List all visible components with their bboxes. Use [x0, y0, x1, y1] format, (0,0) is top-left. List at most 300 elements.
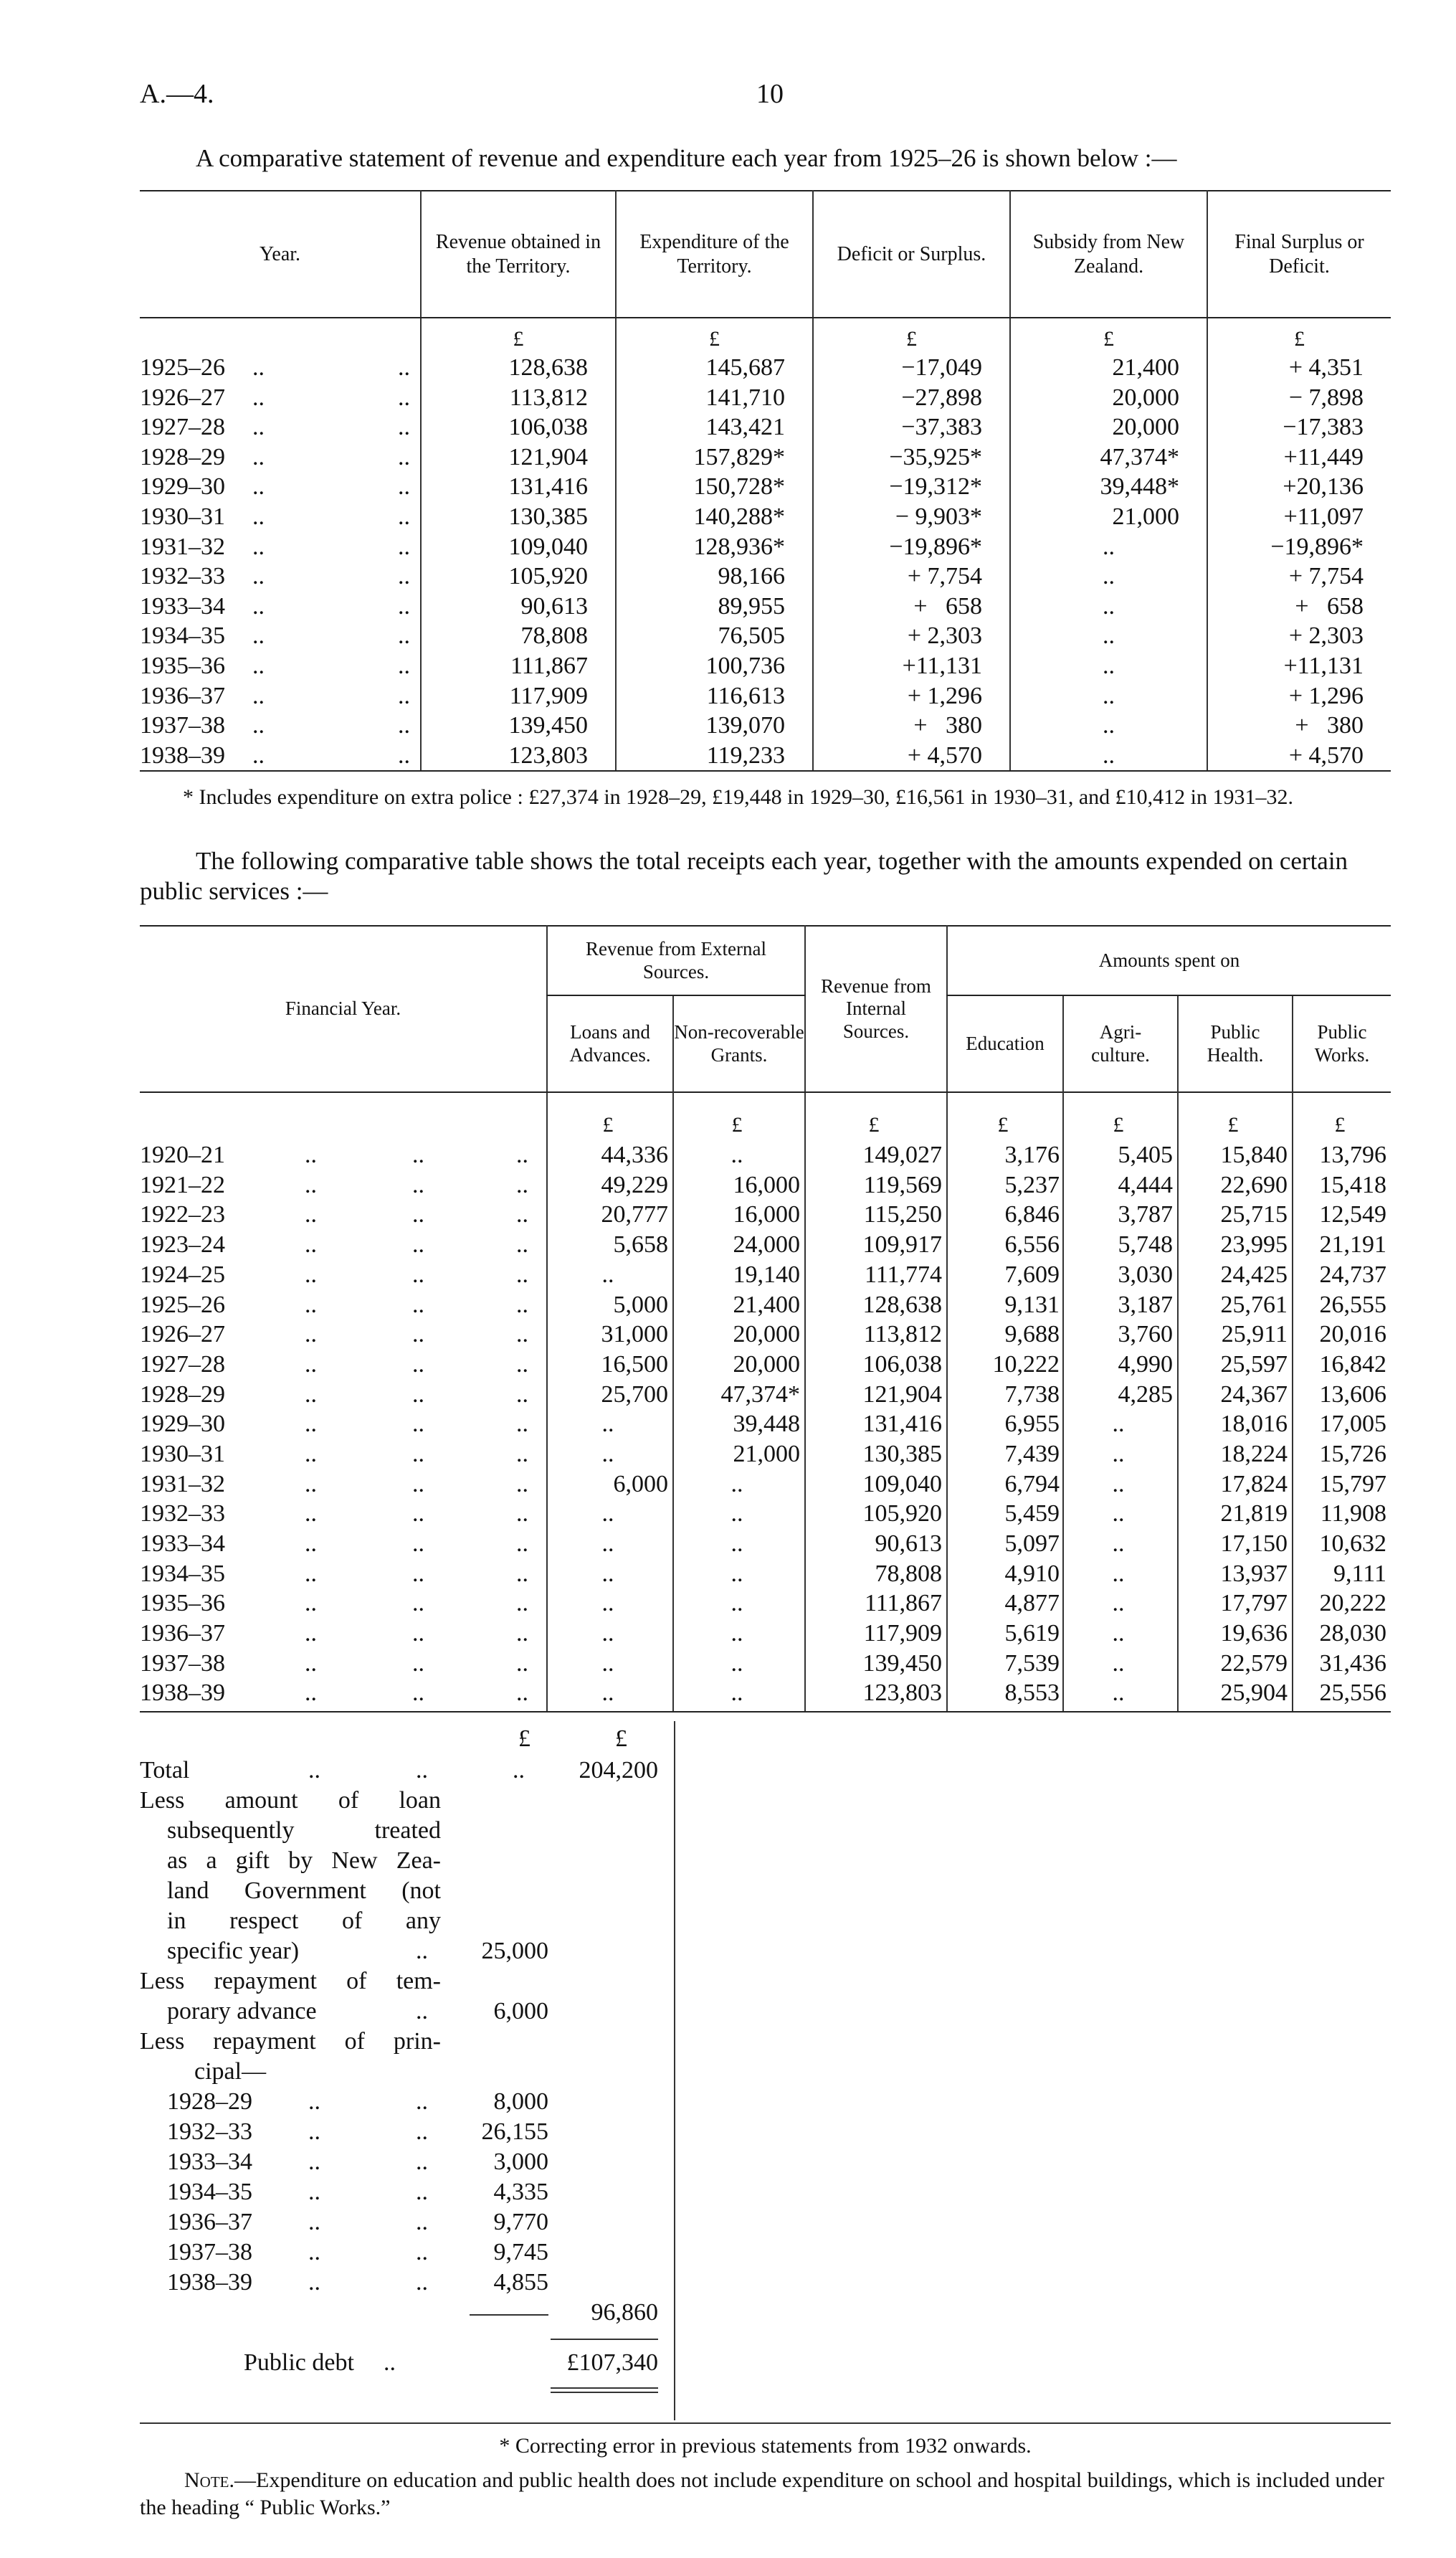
deficit-surplus-cell: + 380	[813, 711, 1010, 741]
table-row	[140, 472, 1391, 502]
year-cell: 1933–34 .. ..	[140, 592, 410, 620]
unit-row	[140, 1092, 1391, 1140]
grants-cell: ..	[673, 1559, 805, 1589]
agriculture-cell: 3,787	[1063, 1200, 1178, 1230]
year-cell: 1927–28 .. ..	[140, 414, 410, 441]
table-row	[140, 1529, 1391, 1559]
loans-cell: ..	[547, 1588, 673, 1619]
loans-cell: ..	[547, 1499, 673, 1529]
works-cell: 12,549	[1293, 1200, 1391, 1230]
expenditure-cell: 157,829*	[616, 442, 813, 473]
internal-cell: 109,917	[805, 1230, 947, 1260]
table-row	[140, 1588, 1391, 1619]
expenditure-cell: 119,233	[616, 741, 813, 772]
works-cell: 15,418	[1293, 1170, 1391, 1200]
expenditure-cell: 140,288*	[616, 502, 813, 532]
education-cell: 4,877	[947, 1588, 1063, 1619]
loans-cell: 44,336	[547, 1140, 673, 1170]
expenditure-cell: 128,936*	[616, 532, 813, 562]
final-cell: +20,136	[1207, 472, 1391, 502]
final-cell: + 2,303	[1207, 621, 1391, 651]
col-header-expenditure: Expenditure of the Territory.	[616, 191, 813, 318]
year-cell: 1932–33 .. .. ..	[140, 1500, 528, 1527]
revenue-expenditure-table	[140, 190, 1391, 772]
note-text: —Expenditure on education and public health does not include expenditure on school and hospital buildings, which is included under the heading “ Public Works.”	[140, 2468, 1384, 2519]
health-cell: 24,367	[1178, 1380, 1293, 1410]
agriculture-cell: 3,187	[1063, 1289, 1178, 1320]
temp-advance-label: Less repayment of tem-	[140, 1968, 441, 1994]
works-cell: 16,842	[1293, 1350, 1391, 1380]
agriculture-cell: 4,444	[1063, 1170, 1178, 1200]
health-cell: 17,824	[1178, 1469, 1293, 1500]
health-cell: 17,150	[1178, 1529, 1293, 1559]
year-cell: 1922–23 .. .. ..	[140, 1201, 528, 1228]
education-cell: 4,910	[947, 1559, 1063, 1589]
page-header	[140, 77, 1391, 113]
public-debt-value: £107,340	[566, 2349, 658, 2376]
deficit-surplus-cell: − 9,903*	[813, 502, 1010, 532]
agriculture-cell: 5,405	[1063, 1140, 1178, 1170]
unit-label: £	[947, 1092, 1063, 1140]
agriculture-cell: ..	[1063, 1529, 1178, 1559]
internal-cell: 109,040	[805, 1469, 947, 1500]
revenue-cell: 128,638	[421, 353, 616, 383]
year-cell: 1929–30 .. ..	[140, 473, 410, 501]
agriculture-cell: ..	[1063, 1439, 1178, 1469]
divider	[140, 2422, 1391, 2424]
subsidy-cell: ..	[1010, 562, 1207, 592]
education-cell: 9,688	[947, 1320, 1063, 1350]
internal-cell: 111,774	[805, 1260, 947, 1290]
page-number: 10	[756, 79, 784, 109]
public-debt-row: Public debt .. £107,340	[140, 2349, 674, 2387]
education-cell: 7,539	[947, 1649, 1063, 1679]
works-cell: 15,726	[1293, 1439, 1391, 1469]
unit-label: £	[547, 1092, 673, 1140]
education-cell: 7,439	[947, 1439, 1063, 1469]
works-cell: 20,222	[1293, 1588, 1391, 1619]
table-row	[140, 1409, 1391, 1439]
table-row	[140, 651, 1391, 681]
works-cell: 26,555	[1293, 1289, 1391, 1320]
loans-cell: 5,658	[547, 1230, 673, 1260]
health-cell: 25,715	[1178, 1200, 1293, 1230]
loans-cell: ..	[547, 1678, 673, 1712]
unit-label: £	[1207, 318, 1391, 353]
year-cell: 1926–27 .. .. ..	[140, 1321, 528, 1348]
expenditure-cell: 89,955	[616, 592, 813, 622]
table1-footnote: * Includes expenditure on extra police : £27,374 in 1928–29, £19,448 in 1929–30, £16,561 in 1930–31, and £10,412 in 1931–32.	[183, 785, 1293, 809]
revenue-cell: 78,808	[421, 621, 616, 651]
health-cell: 22,579	[1178, 1649, 1293, 1679]
expenditure-cell: 116,613	[616, 681, 813, 711]
subsidy-cell: 39,448*	[1010, 472, 1207, 502]
gift-row: specific year) .. 25,000	[140, 1937, 674, 1967]
education-cell: 6,846	[947, 1200, 1063, 1230]
table-row	[140, 442, 1391, 473]
loans-cell: ..	[547, 1260, 673, 1290]
education-cell: 10,222	[947, 1350, 1063, 1380]
grants-cell: ..	[673, 1649, 805, 1679]
table-header-row	[140, 191, 1391, 318]
health-cell: 24,425	[1178, 1260, 1293, 1290]
grants-cell: 19,140	[673, 1260, 805, 1290]
total-row: Total .. .. .. 204,200	[140, 1756, 674, 1786]
grants-cell: ..	[673, 1499, 805, 1529]
internal-cell: 131,416	[805, 1409, 947, 1439]
education-cell: 6,556	[947, 1230, 1063, 1260]
health-cell: 25,911	[1178, 1320, 1293, 1350]
revenue-cell: 117,909	[421, 681, 616, 711]
works-cell: 9,111	[1293, 1559, 1391, 1589]
document-reference: A.—4.	[140, 79, 214, 109]
principal-repayment-row: 1928–29 .. .. 8,000	[167, 2088, 548, 2115]
expenditure-cell: 100,736	[616, 651, 813, 681]
table-row	[140, 1140, 1391, 1170]
col-header-year: Year.	[140, 191, 421, 318]
col-header-financial-year: Financial Year.	[140, 926, 547, 1092]
table-row	[140, 412, 1391, 442]
table-row	[140, 1380, 1391, 1410]
internal-cell: 90,613	[805, 1529, 947, 1559]
unit-row	[140, 318, 1391, 353]
table-row	[140, 1320, 1391, 1350]
principal-repayment-row: 1937–38 .. .. 9,745	[167, 2239, 548, 2265]
unit-label: £	[1063, 1092, 1178, 1140]
deficit-surplus-cell: −19,896*	[813, 532, 1010, 562]
loans-cell: ..	[547, 1649, 673, 1679]
debt-divider-line	[674, 1721, 675, 2420]
note-label: Note.	[184, 2468, 234, 2492]
expenditure-cell: 76,505	[616, 621, 813, 651]
expenditure-cell: 150,728*	[616, 472, 813, 502]
year-cell: 1937–38 .. ..	[140, 712, 410, 739]
grants-cell: 39,448	[673, 1409, 805, 1439]
works-cell: 17,005	[1293, 1409, 1391, 1439]
col-header-grants: Non-recoverable Grants.	[673, 995, 805, 1092]
education-cell: 8,553	[947, 1678, 1063, 1712]
agriculture-cell: 4,990	[1063, 1350, 1178, 1380]
principal-label: Less repayment of prin-	[140, 2028, 441, 2055]
unit-label: £	[1178, 1092, 1293, 1140]
grants-cell: 21,000	[673, 1439, 805, 1469]
agriculture-cell: ..	[1063, 1469, 1178, 1500]
subsidy-cell: 21,400	[1010, 353, 1207, 383]
education-cell: 5,459	[947, 1499, 1063, 1529]
unit-label: £	[616, 318, 813, 353]
deficit-surplus-cell: −37,383	[813, 412, 1010, 442]
education-cell: 5,097	[947, 1529, 1063, 1559]
year-cell: 1927–28 .. .. ..	[140, 1350, 528, 1378]
section1-intro: A comparative statement of revenue and expenditure each year from 1925–26 is shown below :—	[196, 144, 1177, 172]
unit-label: £	[421, 318, 616, 353]
year-cell: 1928–29 .. ..	[140, 443, 410, 470]
table-row	[140, 1350, 1391, 1380]
grants-cell: 16,000	[673, 1170, 805, 1200]
col-header-education: Education	[947, 995, 1063, 1092]
grants-cell: 21,400	[673, 1289, 805, 1320]
internal-cell: 139,450	[805, 1649, 947, 1679]
col-header-public-works: Public Works.	[1293, 995, 1391, 1092]
year-cell: 1926–27 .. ..	[140, 384, 410, 411]
loans-cell: 31,000	[547, 1320, 673, 1350]
year-cell: 1923–24 .. .. ..	[140, 1231, 528, 1259]
year-cell: 1924–25 .. .. ..	[140, 1261, 528, 1288]
revenue-cell: 123,803	[421, 741, 616, 772]
loans-cell: ..	[547, 1439, 673, 1469]
health-cell: 17,797	[1178, 1588, 1293, 1619]
internal-cell: 115,250	[805, 1200, 947, 1230]
loans-cell: ..	[547, 1529, 673, 1559]
final-cell: + 658	[1207, 592, 1391, 622]
internal-cell: 106,038	[805, 1350, 947, 1380]
deficit-surplus-cell: −27,898	[813, 383, 1010, 413]
agriculture-cell: 3,760	[1063, 1320, 1178, 1350]
loans-cell: 25,700	[547, 1380, 673, 1410]
works-cell: 28,030	[1293, 1619, 1391, 1649]
table-row	[140, 1230, 1391, 1260]
deductions-total-value: 96,860	[591, 2299, 658, 2326]
works-cell: 31,436	[1293, 1649, 1391, 1679]
grants-cell: 24,000	[673, 1230, 805, 1260]
col-header-public-health: Public Health.	[1178, 995, 1293, 1092]
year-cell: 1925–26 .. ..	[140, 354, 410, 382]
agriculture-cell: ..	[1063, 1409, 1178, 1439]
deficit-surplus-cell: + 7,754	[813, 562, 1010, 592]
health-cell: 25,761	[1178, 1289, 1293, 1320]
deficit-surplus-cell: + 1,296	[813, 681, 1010, 711]
deficit-surplus-cell: + 2,303	[813, 621, 1010, 651]
subtotal-rule	[470, 2314, 548, 2316]
subsidy-cell: 47,374*	[1010, 442, 1207, 473]
unit-label: £	[518, 1725, 530, 1752]
deficit-surplus-cell: −17,049	[813, 353, 1010, 383]
deficit-surplus-cell: + 4,570	[813, 741, 1010, 772]
principal-repayments-list	[140, 2088, 674, 2298]
subsidy-cell: ..	[1010, 532, 1207, 562]
subsidy-cell: ..	[1010, 651, 1207, 681]
deficit-surplus-cell: −19,312*	[813, 472, 1010, 502]
table2-footnote: * Correcting error in previous statements from 1932 onwards.	[499, 2434, 1032, 2458]
health-cell: 13,937	[1178, 1559, 1293, 1589]
year-cell: 1936–37 .. ..	[140, 682, 410, 709]
works-cell: 13,796	[1293, 1140, 1391, 1170]
expenditure-cell: 145,687	[616, 353, 813, 383]
temp-advance-row: porary advance .. 6,000	[140, 1997, 674, 2027]
expenditure-cell: 141,710	[616, 383, 813, 413]
col-header-loans: Loans and Advances.	[547, 995, 673, 1092]
internal-cell: 130,385	[805, 1439, 947, 1469]
internal-cell: 149,027	[805, 1140, 947, 1170]
col-header-agriculture: Agri-culture.	[1063, 995, 1178, 1092]
unit-label: £	[1010, 318, 1207, 353]
revenue-cell: 139,450	[421, 711, 616, 741]
deficit-surplus-cell: + 658	[813, 592, 1010, 622]
health-cell: 25,597	[1178, 1350, 1293, 1380]
table-row	[140, 741, 1391, 772]
agriculture-cell: 5,748	[1063, 1230, 1178, 1260]
internal-cell: 117,909	[805, 1619, 947, 1649]
principal-repayment-row: 1934–35 .. .. 4,335	[167, 2179, 548, 2205]
loans-cell: 20,777	[547, 1200, 673, 1230]
col-header-external-sources: Revenue from External Sources.	[547, 926, 805, 995]
works-cell: 20,016	[1293, 1320, 1391, 1350]
revenue-cell: 121,904	[421, 442, 616, 473]
education-cell: 9,131	[947, 1289, 1063, 1320]
works-cell: 11,908	[1293, 1499, 1391, 1529]
col-header-internal-sources: Revenue from Internal Sources.	[805, 926, 947, 1092]
loans-cell: ..	[547, 1409, 673, 1439]
internal-cell: 105,920	[805, 1499, 947, 1529]
grants-cell: ..	[673, 1588, 805, 1619]
revenue-cell: 109,040	[421, 532, 616, 562]
works-cell: 25,556	[1293, 1678, 1391, 1712]
final-cell: +11,131	[1207, 651, 1391, 681]
revenue-cell: 113,812	[421, 383, 616, 413]
table-row	[140, 621, 1391, 651]
final-cell: + 7,754	[1207, 562, 1391, 592]
internal-cell: 111,867	[805, 1588, 947, 1619]
deductions-total-row	[140, 2298, 674, 2329]
subsidy-cell: ..	[1010, 711, 1207, 741]
health-cell: 15,840	[1178, 1140, 1293, 1170]
agriculture-cell: 3,030	[1063, 1260, 1178, 1290]
health-cell: 21,819	[1178, 1499, 1293, 1529]
table-row	[140, 1499, 1391, 1529]
year-cell: 1920–21 .. .. ..	[140, 1142, 528, 1169]
table-row	[140, 383, 1391, 413]
revenue-cell: 111,867	[421, 651, 616, 681]
final-cell: + 4,351	[1207, 353, 1391, 383]
health-cell: 19,636	[1178, 1619, 1293, 1649]
unit-label: £	[673, 1092, 805, 1140]
internal-cell: 78,808	[805, 1559, 947, 1589]
expenditure-cell: 139,070	[616, 711, 813, 741]
year-cell: 1932–33 .. ..	[140, 563, 410, 590]
public-debt-summary: £ £ Total .. .. .. 204,200 Less amount of loan subsequently treated as a gift by New Zea- land Government (not in respect of any specific year) .. 25,000 Less repayment of tem- porary advance .. 6,000 Less repayment of prin- cipal— 1928–29 .. .. 8,000 1932–33 .. .. 26,155 1933–34 .. .. 3,000 1934–35 .. .. 4,335 1936–37 .. .. 9,770 1937–38 .. .. 9,745 1938–39 .. .. 4,855 96,860 Public debt .. £107,340	[140, 1725, 674, 2396]
subsidy-cell: 20,000	[1010, 412, 1207, 442]
year-cell: 1929–30 .. .. ..	[140, 1411, 528, 1438]
note-paragraph	[140, 2467, 1391, 2521]
subsidy-cell: 21,000	[1010, 502, 1207, 532]
table-row	[140, 1439, 1391, 1469]
subtotal-rule	[551, 2339, 658, 2340]
loans-cell: ..	[547, 1559, 673, 1589]
health-cell: 18,224	[1178, 1439, 1293, 1469]
table-row	[140, 562, 1391, 592]
agriculture-cell: 4,285	[1063, 1380, 1178, 1410]
year-cell: 1930–31 .. .. ..	[140, 1440, 528, 1467]
grants-cell: ..	[673, 1140, 805, 1170]
education-cell: 7,609	[947, 1260, 1063, 1290]
health-cell: 23,995	[1178, 1230, 1293, 1260]
table-row	[140, 502, 1391, 532]
col-header-final: Final Surplus or Deficit.	[1207, 191, 1391, 318]
revenue-cell: 130,385	[421, 502, 616, 532]
final-cell: +11,449	[1207, 442, 1391, 473]
table-row	[140, 1619, 1391, 1649]
internal-cell: 121,904	[805, 1380, 947, 1410]
principal-repayment-row: 1936–37 .. .. 9,770	[167, 2209, 548, 2235]
final-cell: +11,097	[1207, 502, 1391, 532]
year-cell: 1933–34 .. .. ..	[140, 1530, 528, 1558]
subsidy-cell: ..	[1010, 592, 1207, 622]
loans-cell: 6,000	[547, 1469, 673, 1500]
table-row	[140, 1559, 1391, 1589]
grants-cell: 47,374*	[673, 1380, 805, 1410]
internal-cell: 119,569	[805, 1170, 947, 1200]
unit-label: £	[615, 1725, 627, 1752]
agriculture-cell: ..	[1063, 1559, 1178, 1589]
subsidy-cell: 20,000	[1010, 383, 1207, 413]
year-cell: 1938–39 .. ..	[140, 741, 421, 772]
grants-cell: 20,000	[673, 1350, 805, 1380]
health-cell: 18,016	[1178, 1409, 1293, 1439]
col-header-deficit-surplus: Deficit or Surplus.	[813, 191, 1010, 318]
revenue-cell: 131,416	[421, 472, 616, 502]
loans-cell: 49,229	[547, 1170, 673, 1200]
final-cell: −19,896*	[1207, 532, 1391, 562]
receipts-services-table	[140, 925, 1391, 1713]
table-row	[140, 1649, 1391, 1679]
health-cell: 25,904	[1178, 1678, 1293, 1712]
education-cell: 3,176	[947, 1140, 1063, 1170]
loans-cell: ..	[547, 1619, 673, 1649]
revenue-cell: 106,038	[421, 412, 616, 442]
revenue-cell: 105,920	[421, 562, 616, 592]
education-cell: 5,237	[947, 1170, 1063, 1200]
table-row	[140, 353, 1391, 383]
works-cell: 10,632	[1293, 1529, 1391, 1559]
health-cell: 22,690	[1178, 1170, 1293, 1200]
table-row	[140, 681, 1391, 711]
works-cell: 24,737	[1293, 1260, 1391, 1290]
table-row	[140, 532, 1391, 562]
grants-cell: ..	[673, 1529, 805, 1559]
agriculture-cell: ..	[1063, 1588, 1178, 1619]
year-cell: 1936–37 .. .. ..	[140, 1620, 528, 1647]
works-cell: 21,191	[1293, 1230, 1391, 1260]
col-header-revenue: Revenue obtained in the Territory.	[421, 191, 616, 318]
works-cell: 13,606	[1293, 1380, 1391, 1410]
final-cell: + 1,296	[1207, 681, 1391, 711]
section2-intro: The following comparative table shows the total receipts each year, together with the amounts expended on certain public services :—	[140, 847, 1348, 905]
grants-cell: ..	[673, 1619, 805, 1649]
total-value: 204,200	[579, 1757, 658, 1784]
final-cell: + 4,570	[1207, 741, 1391, 772]
grants-cell: 16,000	[673, 1200, 805, 1230]
internal-cell: 113,812	[805, 1320, 947, 1350]
agriculture-cell: ..	[1063, 1499, 1178, 1529]
deficit-surplus-cell: −35,925*	[813, 442, 1010, 473]
table-row	[140, 1289, 1391, 1320]
internal-cell: 128,638	[805, 1289, 947, 1320]
year-cell: 1931–32 .. .. ..	[140, 1470, 528, 1497]
subsidy-cell: ..	[1010, 681, 1207, 711]
year-cell: 1925–26 .. .. ..	[140, 1291, 528, 1318]
unit-label: £	[1293, 1092, 1391, 1140]
table-row	[140, 1170, 1391, 1200]
year-cell: 1937–38 .. .. ..	[140, 1649, 528, 1677]
year-cell: 1921–22 .. .. ..	[140, 1171, 528, 1198]
subsidy-cell: ..	[1010, 741, 1207, 772]
table-row	[140, 592, 1391, 622]
table-row	[140, 1678, 1391, 1712]
final-cell: − 7,898	[1207, 383, 1391, 413]
subsidy-cell: ..	[1010, 621, 1207, 651]
table-row	[140, 711, 1391, 741]
table-row	[140, 1469, 1391, 1500]
